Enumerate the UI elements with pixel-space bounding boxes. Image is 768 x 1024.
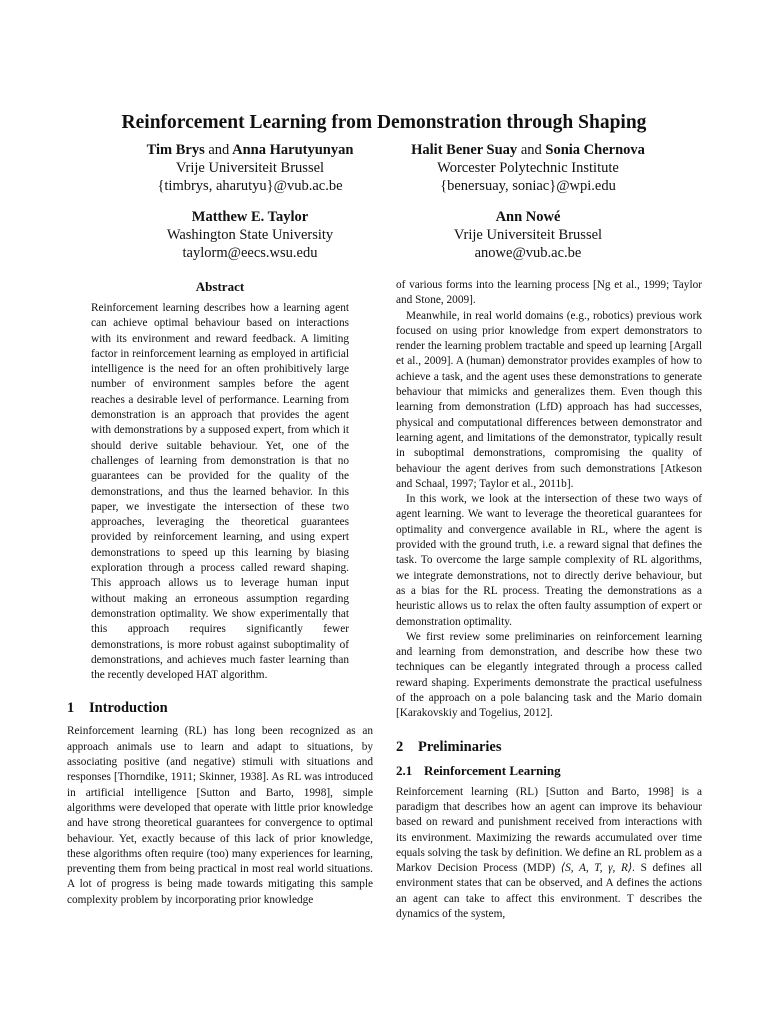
rl-text-b: S defines all environment states that can be observed, and A defines the actions an agent can take to affect this environment. T describes the dynamics of the system, — [396, 862, 703, 920]
left-column — [67, 278, 373, 908]
author-affiliation: Vrije Universiteit Brussel — [453, 227, 603, 243]
subsection-number: 2.1 — [396, 762, 413, 778]
author-block — [398, 208, 658, 262]
body-paragraph: We first review some preliminaries on reinforcement learning and learning from demonstration, and describe how these two techniques can be elegantly integrated through a process called reward shaping. Experiments demonstrate the practical usefulness of the approach on a pole balancing task and the Mario domain [Karakovskiy and Togelius, 2012]. — [396, 630, 702, 720]
rl-paragraph — [396, 785, 702, 923]
rl-text-a: Reinforcement learning (RL) [Sutton and Barto, 1998] is a paradigm that describes how an agent can improve its behaviour based on reward and punishment received from interactions with its environment. Maximizing the rewards accumulated over time equals solving the task by definition. We define an RL problem as a Markov Decision Process (MDP) — [396, 785, 702, 875]
author-name: Ann Nowé — [495, 209, 561, 225]
author-affiliation: Worcester Polytechnic Institute — [437, 160, 619, 176]
subsection-title: Reinforcement Learning — [424, 762, 561, 778]
subsection-heading-rl — [396, 763, 702, 779]
intro-paragraph: Reinforcement learning (RL) has long been recognized as an approach animals use to learn and adapt to situations, by associating positive (and negative) stimuli with situations and responses [Thorndike, 1911; Skinner, 1938]. As RL was introduced in artificial intelligence [Sutton and Barto, 1998], simple algorithms were developed that operate with little prior knowledge and have strong theoretical guarantees for convergence to optimal behaviour. Yet, exactly because of this lack of prior knowledge, these algorithms often require (too) many experiences for learning, preventing them from being practical in most real world situations. A lot of progress is being made towards mitigating this sample complexity problem by incorporating prior knowledge — [67, 725, 373, 906]
section-title: Introduction — [89, 700, 168, 717]
author-email: anowe@vub.ac.be — [474, 245, 582, 261]
author-name: Sonia Chernova — [545, 142, 645, 158]
author-and: and — [520, 142, 542, 158]
author-name: Halit Bener Suay — [411, 142, 518, 158]
author-affiliation: Vrije Universiteit Brussel — [175, 160, 325, 176]
author-block — [398, 141, 658, 195]
body-paragraph: Meanwhile, in real world domains (e.g., robotics) previous work focused on using prior knowledge from expert demonstrators to render the learning problem tractable and speed up learning [Argall et al., 2009]. A (human) demonstrator provides examples of how to achieve a task, and the agent uses these demonstrations to generate behaviour that mimicks and generalizes them. Even though this learning from demonstration (LfD) approach has had successes, physical and computational differences between demonstrator and learning agent, and limitations of the demonstrator, typically result in suboptimal demonstrations, compromising the quality of behaviour the agent derives from such demonstrations [Atkeson and Schaal, 1997; Taylor et al., 2011b]. — [396, 309, 702, 490]
body-paragraph: In this work, we look at the intersection of these two ways of agent learning. We want to leverage the theoretical guarantees for optimality and convergence available in RL, where the agent is provided with the ground truth, i.e. a reward signal that defines the task. To overcome the large sample complexity of RL algorithms, we integrate demonstrations, not to directly derive behaviour, but as a bias for the RL process. Treating the demonstrations as a heuristic allows us to relax the often faulty assumption of expert or demonstration optimality. — [396, 493, 702, 628]
author-name: Matthew E. Taylor — [191, 209, 309, 225]
mdp-tuple: ⟨S, A, T, γ, R⟩. — [560, 862, 636, 875]
abstract-heading: Abstract — [195, 279, 245, 294]
author-email: taylorm@eecs.wsu.edu — [182, 245, 318, 261]
section-heading-introduction — [67, 699, 373, 717]
section-number: 1 — [67, 700, 75, 717]
abstract-text: Reinforcement learning describes how a learning agent can achieve optimal behaviour based on interactions with its environment and reward feedback. A limiting factor in reinforcement learning as employed in artificial intelligence is the need for an often prohibitively large number of environment samples before the agent reaches a desirable level of performance. Learning from demonstration is an approach that provides the agent with demonstrations by a supposed expert, from which it should derive suitable behaviour. Yet, one of the challenges of learning from demonstration is that no guarantees can be provided for the quality of the demonstrations, and thus the learned behavior. In this paper, we investigate the intersection of these two approaches, leveraging the theoretical guarantees provided by reinforcement learning, and using expert demonstrations to speed up this learning by biasing exploration through a process called reward shaping. This approach allows us to leverage human input without making an erroneous assumption regarding demonstration optimality. We show experimentally that this approach requires significantly fewer demonstrations, is more robust against suboptimality of demonstrations, and achieves much faster learning than the recently developed HAT algorithm. — [91, 302, 349, 682]
section-title: Preliminaries — [418, 738, 502, 755]
author-and: and — [208, 142, 230, 158]
author-names — [120, 141, 380, 159]
author-names — [398, 141, 658, 159]
abstract-body — [91, 301, 349, 683]
body-paragraph: of various forms into the learning process [Ng et al., 1999; Taylor and Stone, 2009]. — [396, 279, 702, 307]
right-column — [396, 278, 702, 922]
author-name: Anna Harutyunyan — [232, 142, 354, 158]
author-affiliation: Washington State University — [166, 227, 334, 243]
section-heading-preliminaries — [396, 738, 702, 756]
author-email: {benersuay, soniac}@wpi.edu — [440, 178, 616, 194]
paper-title: Reinforcement Learning from Demonstration through Shaping — [121, 112, 647, 133]
author-name: Tim Brys — [146, 142, 205, 158]
author-block — [120, 141, 380, 195]
author-block — [120, 208, 380, 262]
author-email: {timbrys, aharutyu}@vub.ac.be — [157, 178, 343, 194]
section-number: 2 — [396, 738, 404, 755]
